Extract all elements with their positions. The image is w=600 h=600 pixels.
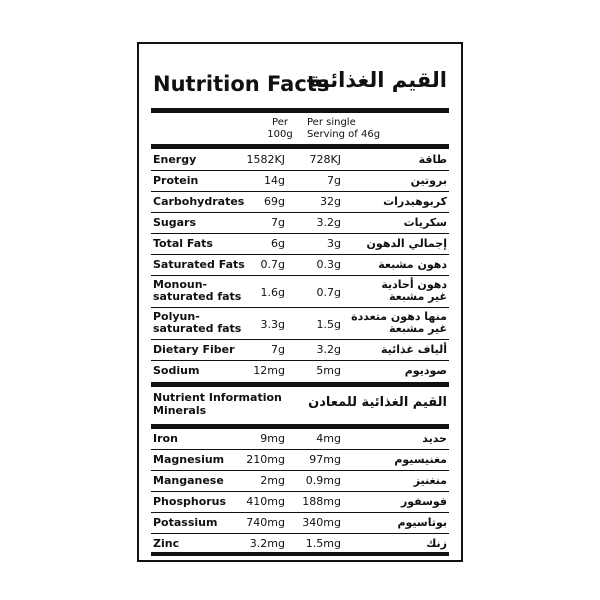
bottom-thick-divider	[151, 552, 449, 556]
row-saturated-fats	[151, 255, 449, 276]
row-protein	[151, 171, 449, 192]
row-label-arabic: صوديوم	[404, 364, 447, 377]
row-value-per-serving: 3g	[327, 237, 341, 250]
row-label: Sugars	[153, 216, 197, 229]
row-label-line1: Monoun-	[153, 278, 208, 291]
minerals-section-header	[151, 387, 449, 423]
row-value-per-serving: 0.7g	[316, 286, 341, 299]
row-label-arabic: فوسفور	[400, 495, 447, 508]
row-sugars	[151, 213, 449, 234]
row-value-per-serving: 3.2g	[316, 343, 341, 356]
row-label-arabic: حديد	[422, 432, 447, 445]
title-row	[153, 66, 447, 106]
row-label: Energy	[153, 153, 197, 166]
row-value-per-100g: 3.2mg	[249, 537, 285, 550]
row-label-arabic: طاقة	[418, 153, 447, 166]
row-label-arabic	[351, 311, 447, 335]
row-value-per-100g: 3.3g	[260, 318, 285, 331]
title-english: Nutrition Facts	[153, 72, 330, 96]
row-value-per-100g: 740mg	[246, 516, 285, 529]
row-label-arabic-line2: غير مشبعة	[388, 290, 447, 303]
row-value-per-serving: 3.2g	[316, 216, 341, 229]
row-label-arabic: إجمالي الدهون	[366, 237, 447, 250]
row-value-per-serving: 0.3g	[316, 258, 341, 271]
minerals-section-title-line1: Nutrient Information	[153, 391, 282, 404]
row-value-per-100g: 1.6g	[260, 286, 285, 299]
top-thick-divider	[151, 108, 449, 113]
row-label-arabic-line1: دهون أحادية	[381, 278, 447, 291]
row-value-per-100g: 410mg	[246, 495, 285, 508]
row-label-line2: saturated fats	[153, 322, 242, 335]
row-label-arabic	[381, 279, 447, 303]
row-label	[153, 311, 241, 335]
row-value-per-serving: 97mg	[309, 453, 341, 466]
row-dietary-fiber	[151, 340, 449, 361]
minerals-section-title-arabic: القيم الغذائية للمعادن	[308, 395, 447, 410]
row-label-line2: saturated fats	[153, 290, 242, 303]
nutrition-label	[137, 42, 463, 562]
minerals-section-title	[153, 391, 282, 417]
row-label-arabic: بروتين	[410, 174, 447, 187]
row-value-per-100g: 6g	[271, 237, 285, 250]
row-label: Zinc	[153, 537, 180, 550]
header-per-serving-line2: Serving of 46g	[307, 129, 381, 140]
row-label-arabic: دهون مشبعة	[378, 258, 447, 271]
row-value-per-100g: 2mg	[260, 474, 285, 487]
row-carbohydrates	[151, 192, 449, 213]
header-per-100g	[245, 117, 315, 141]
minerals-section-title-line2: Minerals	[153, 404, 207, 417]
row-label: Dietary Fiber	[153, 343, 235, 356]
row-sodium	[151, 361, 449, 382]
header-per-serving	[307, 117, 387, 141]
row-label: Saturated Fats	[153, 258, 245, 271]
row-value-per-serving: 340mg	[302, 516, 341, 529]
row-label-arabic: ألياف غذائية	[380, 343, 447, 356]
row-value-per-serving: 4mg	[316, 432, 341, 445]
row-value-per-100g: 210mg	[246, 453, 285, 466]
row-manganese	[151, 471, 449, 492]
row-value-per-serving: 0.9mg	[305, 474, 341, 487]
row-label-line1: Polyun-	[153, 310, 200, 323]
row-label: Total Fats	[153, 237, 213, 250]
row-value-per-serving: 1.5g	[316, 318, 341, 331]
row-value-per-serving: 188mg	[302, 495, 341, 508]
row-value-per-serving: 5mg	[316, 364, 341, 377]
row-label: Magnesium	[153, 453, 225, 466]
header-per-100g-line1: Per	[272, 117, 288, 128]
row-label	[153, 279, 241, 303]
row-label-arabic-line2: غير مشبعة	[388, 322, 447, 335]
row-label: Sodium	[153, 364, 200, 377]
row-total-fats	[151, 234, 449, 255]
row-label: Manganese	[153, 474, 224, 487]
row-polyunsaturated-fats	[151, 308, 449, 340]
row-phosphorus	[151, 492, 449, 513]
row-label-arabic: زنك	[426, 537, 447, 550]
row-label-arabic: سكريات	[403, 216, 447, 229]
row-value-per-serving: 7g	[327, 174, 341, 187]
title-arabic: القيم الغذائية	[308, 68, 447, 92]
row-label-arabic-line1: منها دهون متعددة	[351, 310, 447, 323]
row-value-per-100g: 14g	[264, 174, 285, 187]
row-label: Phosphorus	[153, 495, 227, 508]
row-label-arabic: كربوهيدرات	[383, 195, 447, 208]
row-label: Potassium	[153, 516, 218, 529]
row-potassium	[151, 513, 449, 534]
row-value-per-100g: 7g	[271, 216, 285, 229]
row-value-per-100g: 0.7g	[260, 258, 285, 271]
row-value-per-100g: 69g	[264, 195, 285, 208]
row-label-arabic: منغنيز	[413, 474, 447, 487]
row-label: Carbohydrates	[153, 195, 245, 208]
row-value-per-100g: 1582KJ	[246, 153, 285, 166]
row-label: Protein	[153, 174, 199, 187]
row-value-per-100g: 12mg	[253, 364, 285, 377]
row-label-arabic: مغنيسيوم	[394, 453, 447, 466]
row-label-arabic: بوتاسيوم	[397, 516, 447, 529]
row-iron	[151, 429, 449, 450]
row-monounsaturated-fats	[151, 276, 449, 308]
row-value-per-100g: 7g	[271, 343, 285, 356]
header-per-100g-line2: 100g	[267, 129, 293, 140]
row-label: Iron	[153, 432, 178, 445]
row-value-per-serving: 32g	[320, 195, 341, 208]
header-per-serving-line1: Per single	[307, 117, 356, 128]
row-value-per-serving: 728KJ	[309, 153, 341, 166]
row-energy	[151, 150, 449, 171]
header-thick-divider	[151, 144, 449, 149]
row-magnesium	[151, 450, 449, 471]
row-value-per-100g: 9mg	[260, 432, 285, 445]
row-value-per-serving: 1.5mg	[305, 537, 341, 550]
